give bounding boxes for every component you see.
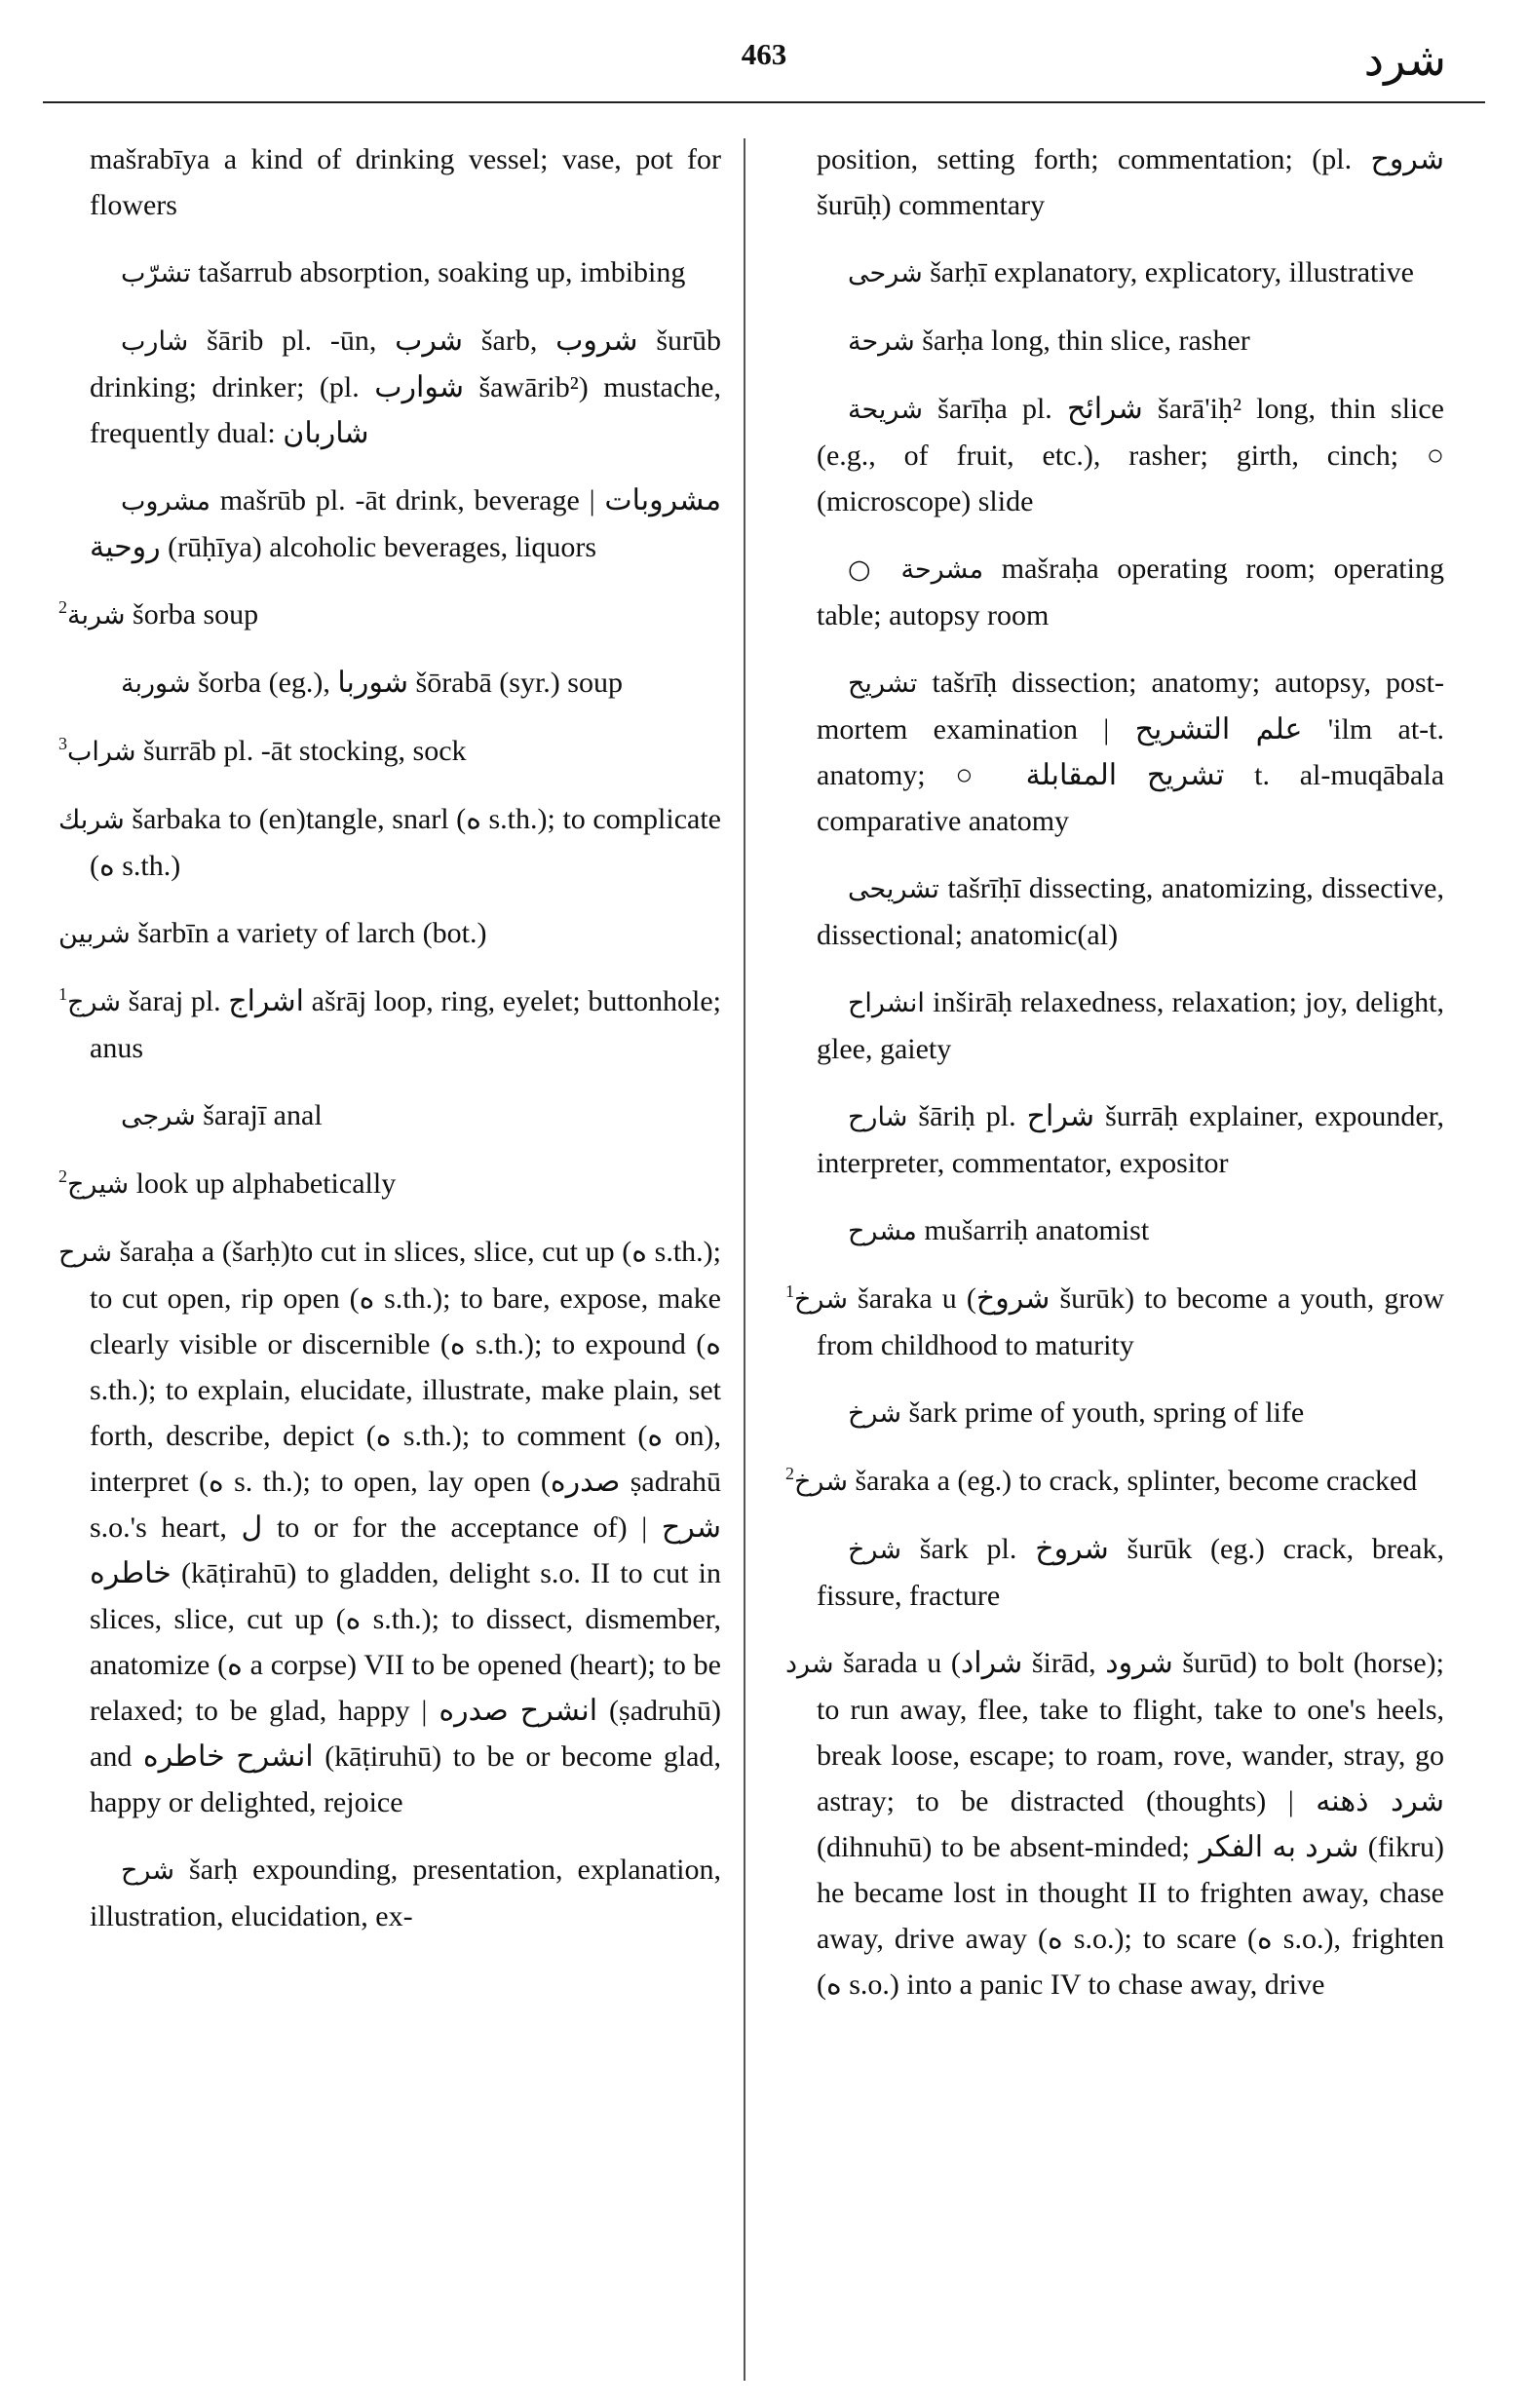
arabic-headword: شارح bbox=[848, 1102, 908, 1132]
arabic-headword: تشرّب bbox=[121, 258, 191, 288]
entry-text: look up alphabetically bbox=[135, 1167, 397, 1200]
arabic-headword: شرخ bbox=[794, 1284, 848, 1315]
dictionary-entry bbox=[785, 660, 1444, 844]
entry-text: šark pl. شروخ šurūk (eg.) crack, break, fissure, fracture bbox=[817, 1533, 1444, 1612]
homonym-number: 2 bbox=[785, 1464, 794, 1483]
arabic-headword: شراب bbox=[67, 737, 136, 767]
dictionary-entry bbox=[785, 1458, 1444, 1505]
arabic-headword: شرخ bbox=[794, 1467, 848, 1497]
dictionary-entry bbox=[785, 979, 1444, 1072]
homonym-number: 3 bbox=[58, 734, 67, 753]
entry-text: šaraka u (شروخ šurūk) to become a youth, grow from childhood to maturity bbox=[817, 1282, 1445, 1361]
arabic-headword: شارب bbox=[121, 326, 189, 357]
arabic-headword: شوربة bbox=[121, 669, 191, 699]
entry-text: šarbaka to (en)tangle, snarl (ه s.th.); to complicate (ه s.th.) bbox=[90, 803, 721, 882]
right-column bbox=[785, 136, 1444, 2029]
homonym-number: 2 bbox=[58, 597, 67, 617]
dictionary-entry bbox=[785, 318, 1444, 364]
arabic-headword: شرد bbox=[785, 1649, 834, 1679]
dictionary-entry bbox=[58, 978, 721, 1071]
entry-text: šārib pl. -ūn, شرب šarb, شروب šurūb drinking; drinker; (pl. شوارب šawārib²) mustache, frequently dual: شاربان bbox=[90, 325, 722, 449]
arabic-headword: شرجى bbox=[121, 1101, 196, 1131]
entry-text: šāriḥ pl. شراح šurrāḥ explainer, expounder, interpreter, commentator, expositor bbox=[817, 1100, 1445, 1179]
entry-text: šarīḥa pl. شرائح šarā'iḥ² long, thin slice (e.g., of fruit, etc.), rasher; girth, cinch; ○ (microscope) slide bbox=[817, 393, 1444, 517]
entry-text: šarḥa long, thin slice, rasher bbox=[922, 325, 1250, 357]
arabic-headword: شرح bbox=[121, 1855, 174, 1886]
arabic-headword: شيرج bbox=[67, 1169, 130, 1200]
homonym-number: 1 bbox=[785, 1281, 794, 1301]
dictionary-entry bbox=[785, 1276, 1444, 1368]
entry-text: šarḥī explanatory, explicatory, illustrative bbox=[930, 256, 1414, 288]
dictionary-entry bbox=[58, 1229, 721, 1825]
entry-text: tašrīḥ dissection; anatomy; autopsy, post-mortem examination | علم التشريح 'ilm at-t. anatomy; ○ تشريح المقابلة t. al-muqābala comparative anatomy bbox=[817, 667, 1445, 837]
dictionary-entry bbox=[785, 1207, 1444, 1254]
header-rule bbox=[43, 101, 1485, 103]
arabic-headword: شربة bbox=[67, 600, 126, 631]
dictionary-entry bbox=[58, 660, 721, 707]
entry-text: šarḥ expounding, presentation, explanation, illustration, elucidation, ex- bbox=[90, 1854, 722, 1932]
entry-text: mašraḥa operating room; operating table; autopsy room bbox=[817, 553, 1444, 631]
dictionary-entry bbox=[58, 478, 721, 570]
homonym-number: 2 bbox=[58, 1166, 67, 1186]
entry-text: position, setting forth; commentation; (pl. شروح šurūḥ) commentary bbox=[817, 143, 1444, 221]
dictionary-entry bbox=[58, 910, 721, 957]
entry-text: šorba soup bbox=[133, 598, 259, 631]
entry-text: tašrīḥī dissecting, anatomizing, dissective, dissectional; anatomic(al) bbox=[817, 872, 1444, 951]
entry-text: šark prime of youth, spring of life bbox=[908, 1396, 1305, 1429]
page-number: 463 bbox=[741, 37, 787, 71]
dictionary-entry bbox=[785, 136, 1444, 228]
entry-text: šaraka a (eg.) to crack, splinter, become cracked bbox=[855, 1465, 1418, 1497]
arabic-headword: شربك bbox=[58, 805, 125, 835]
dictionary-entry bbox=[58, 592, 721, 638]
dictionary-entry bbox=[58, 796, 721, 889]
arabic-headword: مشرح bbox=[848, 1216, 917, 1246]
entry-text: mašrūb pl. -āt drink, beverage | مشروبات روحية (rūḥīya) alcoholic beverages, liquors bbox=[90, 484, 722, 563]
dictionary-entry bbox=[785, 386, 1444, 524]
dictionary-entry bbox=[785, 1640, 1444, 2007]
arabic-headword: تشريح bbox=[848, 669, 918, 699]
dictionary-entry bbox=[58, 1161, 721, 1207]
arabic-headword: ○ مشرحة bbox=[848, 554, 984, 585]
dictionary-entry bbox=[58, 318, 721, 456]
dictionary-entry bbox=[785, 865, 1444, 958]
entry-text: šarajī anal bbox=[203, 1099, 323, 1131]
left-column bbox=[58, 136, 721, 1961]
arabic-headword: شرخ bbox=[848, 1535, 901, 1565]
dictionary-entry bbox=[785, 1526, 1444, 1619]
arabic-headword: انشراح bbox=[848, 988, 925, 1018]
homonym-number: 1 bbox=[58, 984, 67, 1004]
entry-text: tašarrub absorption, soaking up, imbibing bbox=[198, 256, 686, 288]
entry-text: šorba (eg.), شوربا šōrabā (syr.) soup bbox=[198, 667, 623, 699]
arabic-headword: شرح bbox=[58, 1238, 112, 1268]
arabic-headword: تشريحى bbox=[848, 874, 939, 904]
dictionary-entry bbox=[58, 249, 721, 296]
dictionary-entry bbox=[785, 249, 1444, 296]
dictionary-entry bbox=[785, 1390, 1444, 1436]
arabic-headword: شرج bbox=[67, 987, 121, 1017]
running-head: شرد bbox=[1363, 33, 1446, 86]
arabic-headword: شرخ bbox=[848, 1398, 901, 1429]
entry-text: inširāḥ relaxedness, relaxation; joy, delight, glee, gaiety bbox=[817, 986, 1444, 1065]
arabic-headword: شربين bbox=[58, 919, 131, 949]
dictionary-entry bbox=[58, 1092, 721, 1139]
entry-text: šaraj pl. اشراج ašrāj loop, ring, eyelet; buttonhole; anus bbox=[90, 985, 721, 1064]
dictionary-entry bbox=[58, 1847, 721, 1939]
entry-text: mašrabīya a kind of drinking vessel; vase, pot for flowers bbox=[90, 143, 721, 221]
entry-text: šarada u (شراد širād, شرود šurūd) to bolt (horse); to run away, flee, take to flight, take to one's heels, break loose, escape; to roam, rove, wander, stray, go astray; to be distracted (thoughts) | شرد ذهنه (dihnuhū) to be absent-minded; شرد به الفكر (fikru) he became lost in thought II to frighten away, chase away, drive away (ه s.o.); to scare (ه s.o.), frighten (ه s.o.) into a panic IV to chase away, drive bbox=[817, 1647, 1444, 2001]
dictionary-entry bbox=[785, 1093, 1444, 1186]
column-divider bbox=[744, 138, 745, 2381]
arabic-headword: مشروب bbox=[121, 486, 210, 516]
arabic-headword: شريحة bbox=[848, 395, 923, 425]
dictionary-entry bbox=[58, 728, 721, 775]
entry-text: šaraḥa a (šarḥ)to cut in slices, slice, cut up (ه s.th.); to cut open, rip open (ه s.th.); to bare, expose, make clearly visible or discernible (ه s.th.); to expound (ه s.th.); to explain, elucidate, illustrate, make plain, set forth, describe, depict (ه s.th.); to comment (ه on), interpret (ه s. th.); to open, lay open (صدره ṣadrahū s.o.'s heart, ل to or for the acceptance of) | شرح خاطره (kāṭirahū) to gladden, delight s.o. II to cut in slices, slice, cut up (ه s.th.); to dissect, dismember, anatomize (ه a corpse) VII to be opened (heart); to be relaxed; to be glad, happy | انشرح صدره (ṣadruhū) and انشرح خاطره (kāṭiruhū) to be or become glad, happy or delighted, rejoice bbox=[90, 1236, 722, 1818]
dictionary-entry bbox=[58, 136, 721, 228]
dictionary-entry bbox=[785, 546, 1444, 638]
entry-text: šarbīn a variety of larch (bot.) bbox=[137, 917, 487, 949]
entry-text: šurrāb pl. -āt stocking, sock bbox=[142, 735, 467, 767]
arabic-headword: شرحى bbox=[848, 258, 923, 288]
entry-text: mušarriḥ anatomist bbox=[924, 1214, 1150, 1246]
arabic-headword: شرحة bbox=[848, 326, 915, 357]
